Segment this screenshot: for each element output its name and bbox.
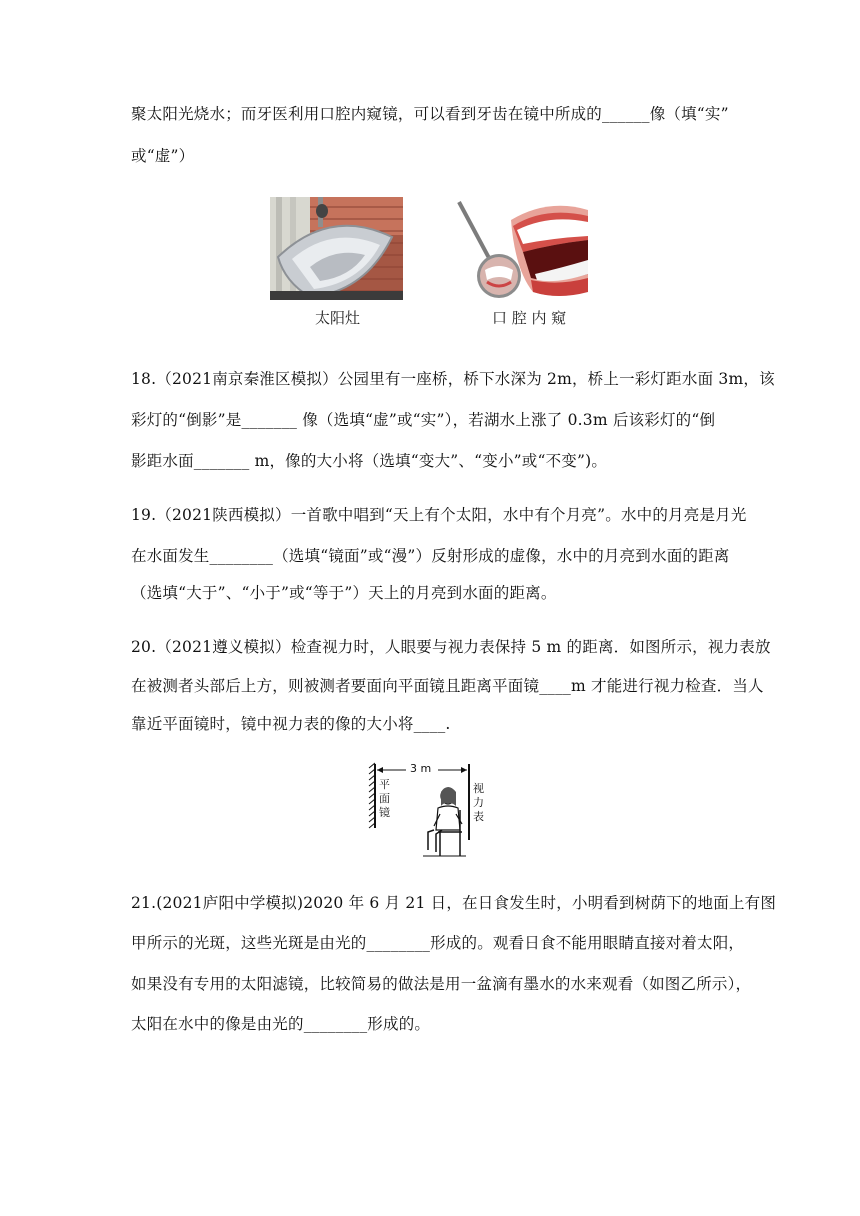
q17-line-1: 聚太阳光烧水；而牙医利用口腔内窥镜，可以看到牙齿在镜中所成的______像（填“实” xyxy=(131,105,729,123)
q20-line-3: 靠近平面镜时，镜中视力表的像的大小将____. xyxy=(131,715,451,733)
q19-line-3: （选填“大于”、“小于”或“等于”）天上的月亮到水面的距离。 xyxy=(131,584,557,602)
q17-line-2: 或“虚”） xyxy=(131,147,195,165)
q20-line-1: 20.（2021遵义模拟）检查视力时，人眼要与视力表保持 5 m 的距离．如图所示，视力表放 xyxy=(131,638,771,656)
dental-mirror-caption: 口 腔 内 窥 xyxy=(492,309,567,327)
q21-line-2: 甲所示的光斑，这些光斑是由光的________形成的。观看日食不能用眼睛直接对着太阳， xyxy=(131,934,745,952)
solar-cooker-caption: 太阳灶 xyxy=(315,309,361,327)
eye-test-figure xyxy=(368,760,498,860)
q21-line-4: 太阳在水中的像是由光的________形成的。 xyxy=(131,1015,431,1033)
q18-line-1: 18.（2021南京秦淮区模拟）公园里有一座桥，桥下水深为 2m，桥上一彩灯距水面 3m，该 xyxy=(131,370,775,388)
q21-line-1: 21.(2021庐阳中学模拟)2020 年 6 月 21 日，在日食发生时，小明看到树荫下的地面上有图 xyxy=(131,894,777,912)
q21-line-3: 如果没有专用的太阳滤镜，比较简易的做法是用一盆滴有墨水的水来观看（如图乙所示）， xyxy=(131,975,752,993)
distance-label: 3 m xyxy=(410,762,432,775)
chart-label: 视力表 xyxy=(473,782,484,823)
solar-cooker-photo xyxy=(270,197,403,300)
q19-line-1: 19.（2021陕西模拟）一首歌中唱到“天上有个太阳，水中有个月亮”。水中的月亮是月光 xyxy=(131,506,747,524)
q18-line-3: 影距水面_______ m，像的大小将（选填“变大”、“变小”或“不变”)。 xyxy=(131,452,608,470)
mirror-label: 平面镜 xyxy=(379,778,390,819)
q20-line-2: 在被测者头部后上方，则被测者要面向平面镜且距离平面镜____m 才能进行视力检查．当人 xyxy=(131,677,764,695)
q19-line-2: 在水面发生________（选填“镜面”或“漫”）反射形成的虚像，水中的月亮到水面的距离 xyxy=(131,547,730,565)
dental-mirror-photo xyxy=(453,200,588,301)
q18-line-2: 彩灯的“倒影”是_______ 像（选填“虚”或“实”），若湖水上涨了 0.3m 后该彩灯的“倒 xyxy=(131,411,716,429)
